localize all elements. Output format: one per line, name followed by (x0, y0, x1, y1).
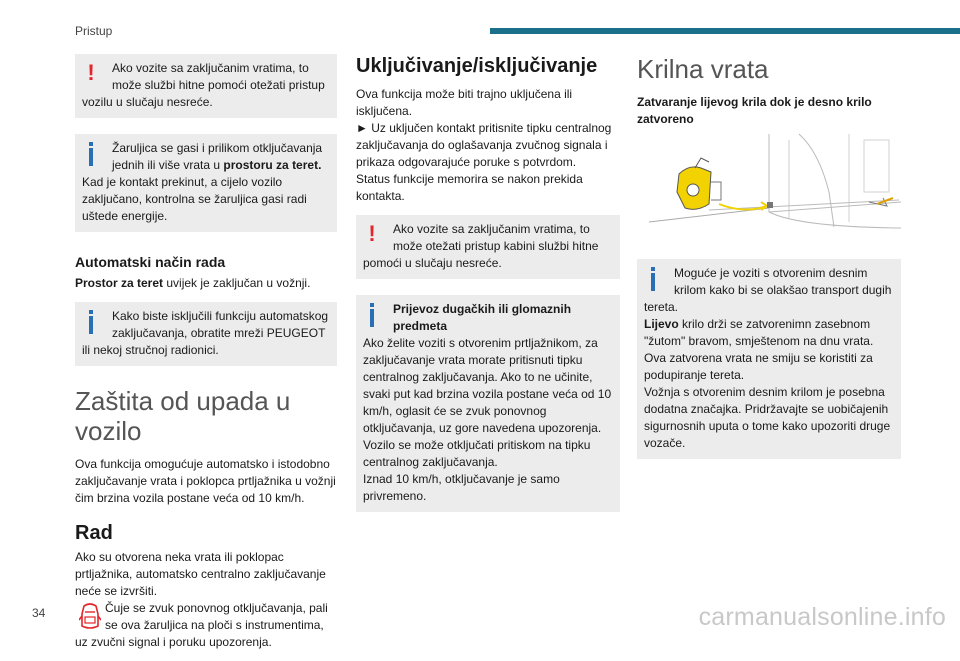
paragraph: Status funkcije memorira se nakon prekida kontakta. (356, 172, 583, 203)
info-icon (83, 142, 99, 168)
info-text-line: tereta. (644, 300, 679, 314)
rear-door-lock-illustration (649, 132, 901, 238)
info-box (75, 134, 337, 232)
info-text: Iznad 10 km/h, otključavanje je samo privremeno. (363, 472, 560, 503)
info-title: predmeta (393, 319, 448, 333)
info-box (75, 302, 337, 366)
info-text-line: Kad je kontakt prekinut, a cijelo vozilo zaključano, kontrolna se žaruljica gasi radi uštede energije. (82, 175, 307, 223)
auto-text: uvijek je zaključan u vožnji. (163, 276, 311, 290)
warning-box (356, 215, 620, 279)
info-icon (645, 267, 661, 293)
warning-box (75, 54, 337, 118)
column-3 (637, 54, 901, 475)
info-bold-text: prostoru za teret. (223, 158, 322, 172)
auto-bold-text: Prostor za teret (75, 276, 164, 290)
page-number: 34 (32, 606, 46, 620)
info-icon (83, 310, 99, 336)
section-heading-rad: Rad (75, 522, 113, 544)
warning-text-line: može službi hitne pomoći otežati pristup (112, 78, 325, 92)
paragraph: Ova funkcija može biti trajno uključena ili isključena. (356, 87, 573, 118)
info-box (356, 295, 620, 512)
subheading-closing-left-wing: Zatvaranje lijevog krila dok je desno krilo zatvoreno (637, 95, 872, 126)
warning-text-line: pomoći u slučaju nesreće. (363, 256, 502, 270)
zastita-paragraph: Ova funkcija omogućuje automatsko i istodobno zaključavanje vrata i poklopca prtljažnika u vožnji čim brzina vozila postane veća od 10 km/h. (75, 457, 336, 505)
header-accent-bar (490, 28, 960, 34)
paragraph: ► Uz uključen kontakt pritisnite tipku centralnog zaključavanja do oglašavanja zvučnog signala i prikaza odgovarajuće poruke s potvrdom. (356, 121, 612, 169)
info-text: Vožnja s otvorenim desnim krilom je posebna dodatna značajka. Pridržavajte se uobičajenih sigurnosnih uputa o tome kako upozoriti druge vozače. (644, 385, 891, 450)
warning-text-line: vozilu u slučaju nesreće. (82, 95, 213, 109)
column-1 (75, 54, 337, 661)
section-heading-zastita: Zaštita od upada u vozilo (75, 386, 291, 446)
info-text: Ako želite voziti s otvorenim prtljažnikom, za zaključavanje vrata morate pritisnuti tipku centralnog zaključavanja. Ako to ne učinite, svaki put kad brzina vozila postane veća od 10 km/h, oglasit će se zvuk ponovnog otključavanja, uz gore navedena upozorenja. Vozilo se može otključati pritiskom na tipku centralnog zaključavanja. (363, 336, 612, 469)
info-text: Ova zatvorena vrata ne smiju se koristiti za podupiranje tereta. (644, 351, 873, 382)
info-text-line: zaključavanja, obratite mreži PEUGEOT (112, 326, 326, 340)
info-box (637, 259, 901, 459)
door-open-warning-icon (79, 602, 101, 632)
warning-text-line: Ako vozite sa zaključanim vratima, to (112, 61, 309, 75)
rad-paragraph: Ako su otvorena neka vrata ili poklopac prtljažnika, automatsko centralno zaključavanje neće se izvršiti. (75, 550, 326, 598)
info-text-line: krilom kako bi se olakšao transport dugih (674, 283, 892, 297)
info-text-line: Kako biste isključili funkciju automatskog (112, 309, 329, 323)
info-text-line: ili nekoj stručnoj radionici. (82, 343, 219, 357)
section-heading-krilna-vrata: Krilna vrata (637, 54, 769, 84)
running-header: Pristup (75, 24, 113, 38)
info-icon (364, 303, 380, 329)
section-heading-ukljucivanje: Uključivanje/isključivanje (356, 55, 598, 77)
info-bold-text: Lijevo (644, 317, 679, 331)
section-heading-auto-mode: Automatski način rada (75, 254, 226, 270)
info-text: krilo drži se zatvorenimn zasebnom "žutom" bravom, smještenom na dnu vrata. (644, 317, 874, 348)
info-title: Prijevoz dugačkih ili glomaznih (393, 302, 572, 316)
warning-text-line: Ako vozite sa zaključanim vratima, to (393, 222, 590, 236)
info-text-line: Žaruljica se gasi i prilikom otključavanja (112, 141, 323, 155)
warning-exclamation-icon: ! (368, 221, 376, 246)
info-text-line: Moguće je voziti s otvorenim desnim (674, 266, 868, 280)
rad-icon-text-line: uz zvučni signal i poruku upozorenja. (75, 635, 272, 649)
warning-exclamation-icon: ! (87, 60, 95, 85)
warning-text-line: može otežati pristup kabini službi hitne (393, 239, 599, 253)
rad-icon-paragraph (75, 600, 337, 634)
watermark: carmanualsonline.info (698, 603, 946, 631)
column-2 (356, 54, 620, 528)
rad-icon-text-line: se ova žaruljica na ploči s instrumentima, (105, 618, 324, 632)
rad-icon-text-line: Čuje se zvuk ponovnog otključavanja, pali (105, 601, 328, 615)
info-text-line: jednih ili više vrata u (112, 158, 224, 172)
